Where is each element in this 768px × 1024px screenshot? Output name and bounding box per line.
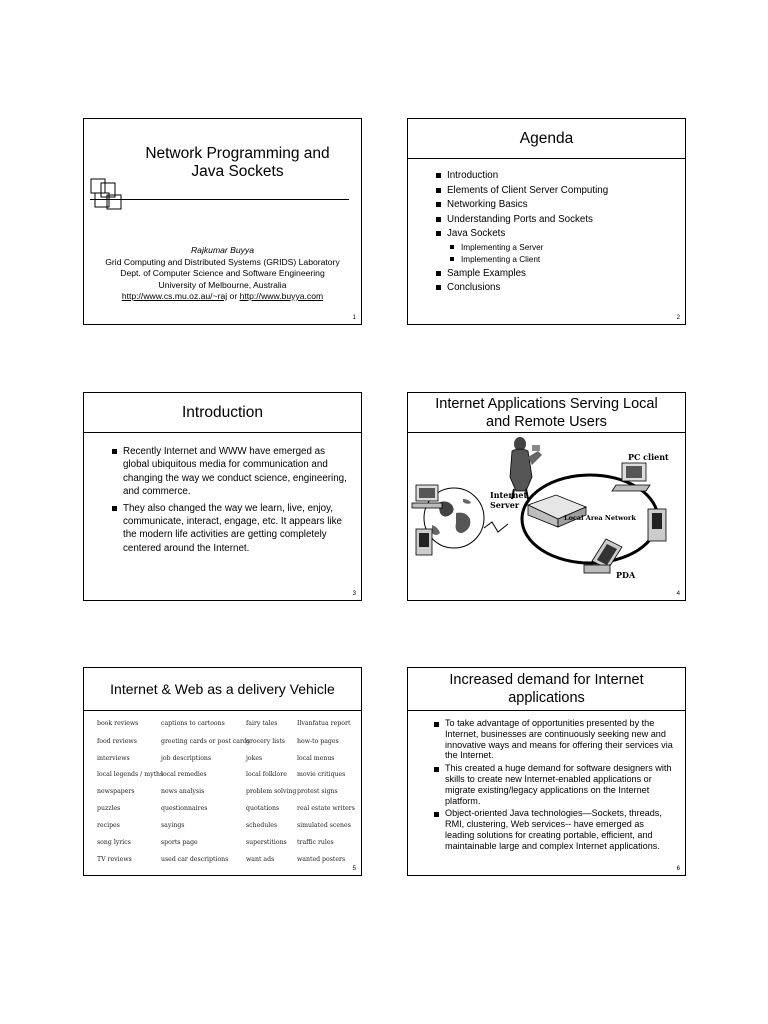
grid-cell: protest signs (297, 788, 338, 795)
vehicle-grid (84, 668, 361, 875)
slide-5 (83, 667, 362, 876)
grid-cell: Ilvanfatua report (297, 720, 351, 727)
affiliation-lab: Grid Computing and Distributed Systems (GRIDS) Laboratory (105, 256, 340, 267)
monitor-icon (412, 485, 442, 508)
intro-bullet: They also changed the way we learn, live, enjoy, communicate, interact, engage, etc. It appears like the modern life activities are getting completely centered around the Internet. (112, 502, 351, 556)
grid-cell: book reviews (97, 720, 139, 727)
grid-cell: job descriptions (161, 755, 212, 762)
page-number: 4 (676, 591, 680, 597)
demand-bullets (434, 718, 675, 852)
slide-4-title-line1: Internet Applications Serving Local (435, 395, 658, 412)
grid-cell: real estate writers (297, 805, 355, 812)
label-lan: Local Area Network (564, 514, 636, 522)
grid-cell: grocery lists (246, 738, 285, 745)
grid-cell: greeting cards or post cards (161, 738, 251, 745)
links-line (84, 291, 361, 303)
grid-cell: sports page (161, 839, 198, 846)
slide-2-title: Agenda (519, 130, 574, 147)
grid-cell: movie critiques (297, 771, 346, 778)
pc-client-icon (612, 463, 650, 491)
grid-cell: local menus (297, 755, 335, 762)
slide-6-title (441, 671, 651, 707)
agenda-item: Conclusions (436, 281, 608, 296)
pda-icon (584, 539, 622, 573)
agenda-subitem: Implementing a Server (450, 242, 608, 254)
page-number: 1 (352, 315, 356, 321)
agenda-item: Java Sockets (436, 227, 608, 242)
grid-cell: wanted posters (297, 856, 346, 863)
grid-cell: local legends / myths (97, 771, 164, 778)
grid-cell: schedules (246, 822, 278, 829)
grid-cell: want ads (246, 856, 275, 863)
tower-computer-icon (416, 529, 432, 555)
slide-6-title-box (408, 668, 685, 711)
page-number: 2 (676, 315, 680, 321)
link-cs-mu[interactable]: http://www.cs.mu.oz.au/~raj (121, 291, 228, 301)
slide-6 (407, 667, 686, 876)
page-number: 5 (352, 866, 356, 872)
affiliation-university: University of Melbourne, Australia (158, 279, 287, 290)
slide-4-title (427, 395, 665, 431)
slide-1-title-line1: Network Programming and (145, 145, 330, 162)
agenda-item: Elements of Client Server Computing (436, 184, 608, 199)
grid-cell: traffic rules (297, 839, 334, 846)
tower-computer-icon (648, 509, 666, 541)
page-number: 3 (352, 591, 356, 597)
slide-3-title-box (84, 393, 361, 433)
grid-cell: simulated scenes (297, 822, 351, 829)
grid-cell: fairy tales (246, 720, 278, 727)
intro-bullet: Recently Internet and WWW have emerged as global ubiquitous media for communication and changing the way we conduct science, engineering, and commerce. (112, 445, 351, 499)
slide-5-title: Internet & Web as a delivery Vehicle (110, 680, 335, 697)
grid-cell: sayings (161, 822, 185, 829)
slide-2 (407, 118, 686, 325)
slide-1 (83, 118, 362, 325)
slide-1-title-line2: Java Sockets (191, 163, 284, 180)
grid-cell: interviews (97, 755, 130, 762)
grid-cell: how-to pages (297, 738, 339, 745)
link-buyya[interactable]: http://www.buyya.com (239, 291, 324, 301)
grid-cell: questionnaires (161, 805, 208, 812)
grid-cell: TV reviews (97, 856, 132, 863)
agenda-item: Networking Basics (436, 198, 608, 213)
slide-3 (83, 392, 362, 601)
label-internet: Internet (490, 490, 528, 500)
grid-cell: quotations (246, 805, 280, 812)
grid-cell: puzzles (97, 805, 121, 812)
grid-cell: song lyrics (97, 839, 131, 846)
grid-cell: local folklore (246, 771, 287, 778)
grid-cell: food reviews (97, 738, 137, 745)
slide-4-title-box (408, 393, 685, 433)
grid-cell: captions to cartoons (161, 720, 225, 727)
server-icon (528, 495, 586, 527)
slide-2-title-box (408, 119, 685, 159)
agenda-item: Understanding Ports and Sockets (436, 213, 608, 228)
slide-1-title (114, 145, 361, 181)
grid-cell: jokes (246, 755, 263, 762)
slide-6-title-line2: applications (508, 690, 585, 706)
grid-cell: local remedies (161, 771, 207, 778)
label-server: Server (490, 500, 520, 510)
squares-logo-icon (89, 177, 125, 213)
grid-cell: news analysis (161, 788, 205, 795)
grid-cell: problem solving (246, 788, 297, 795)
grid-cell: superstitions (246, 839, 287, 846)
slide-4 (407, 392, 686, 601)
affiliation-dept: Dept. of Computer Science and Software Engineering (120, 268, 325, 278)
intro-bullets (112, 445, 351, 555)
slide-1-author-block (84, 245, 361, 303)
network-diagram (408, 433, 684, 599)
agenda-item: Introduction (436, 169, 608, 184)
or-text: or (227, 291, 240, 301)
page-number: 6 (676, 866, 680, 872)
demand-bullet: Object-oriented Java technologies—Sockets, threads, RMI, clustering, Web services-- have emerged as leading solutions for creating portable, efficient, and maintainable large and complex Internet applications. (434, 808, 675, 851)
grid-cell: newspapers (97, 788, 135, 795)
agenda-subitem: Implementing a Client (450, 254, 608, 266)
demand-bullet: To take advantage of opportunities presented by the Internet, businesses are continuously seeking new and innovative ways and means for offering their services via the Internet. (434, 718, 675, 761)
agenda-list (436, 169, 608, 296)
label-pc-client: PC client (628, 452, 669, 462)
label-pda: PDA (616, 570, 636, 580)
agenda-item: Sample Examples (436, 267, 608, 282)
slide-1-divider (90, 199, 349, 200)
slide-3-title: Introduction (182, 404, 263, 421)
author-name: Rajkumar Buyya (190, 245, 255, 255)
demand-bullet: This created a huge demand for software designers with skills to create new Internet-enabled applications or migrate existing/legacy applications on the Internet platform. (434, 763, 675, 806)
grid-cell: recipes (97, 822, 120, 829)
slide-6-title-line1: Increased demand for Internet (449, 672, 644, 688)
grid-cell: used car descriptions (161, 856, 229, 863)
slide-4-title-line2: and Remote Users (486, 413, 607, 430)
